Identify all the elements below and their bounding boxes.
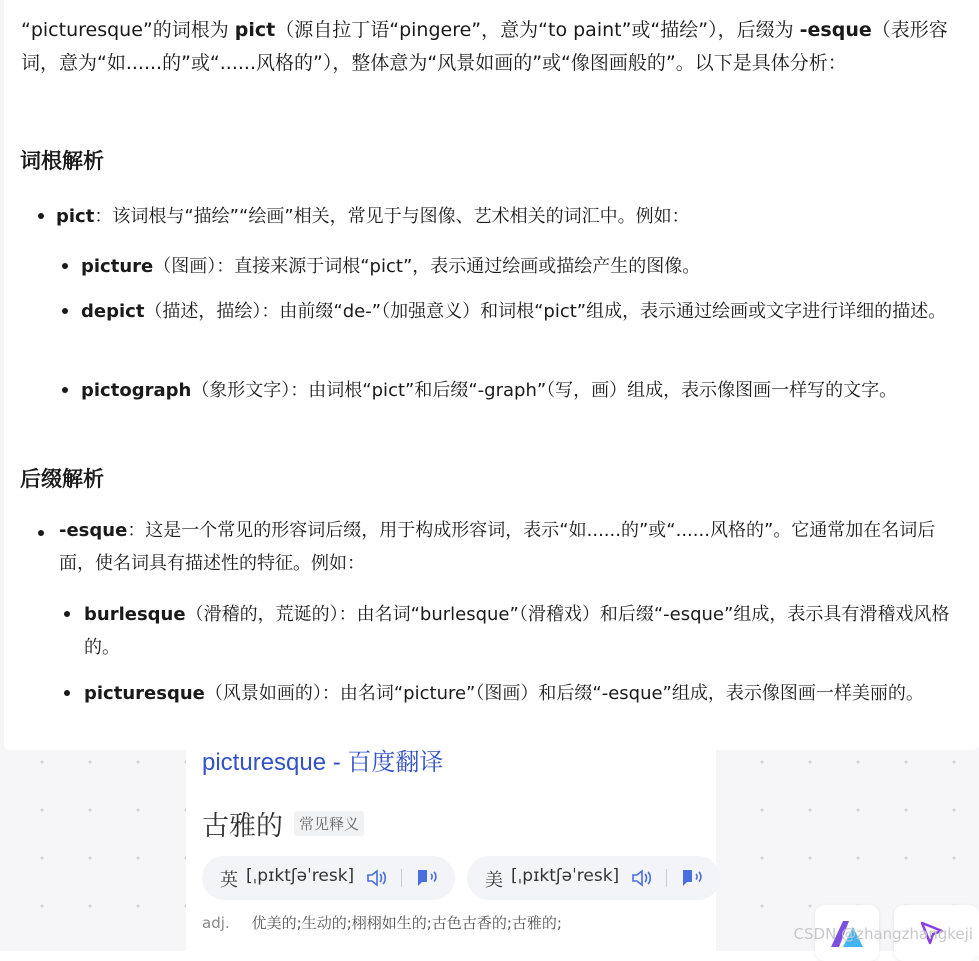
translation-card: [186, 742, 716, 951]
bullet-dot: [38, 530, 44, 536]
speaker-alt-icon[interactable]: [416, 868, 438, 888]
suffix-example-picturesque: picturesque（风景如画的）：由名词“picture”（图画）和后缀“-esque”组成，表示像图画一样美丽的。: [84, 683, 924, 704]
speaker-icon[interactable]: [631, 868, 653, 888]
bullet-dot: [62, 387, 68, 393]
root-example-depict: depict（描述，描绘）：由前缀“de-”（加强意义）和词根“pict”组成，表示通过绘画或文字进行详细的描述。: [81, 301, 947, 322]
bullet-dot: [64, 611, 70, 617]
suffix-item: -esque：这是一个常见的形容词后缀，用于构成形容词，表示“如......的”或“......风格的”。它通常加在名词后面，使名词具有描述性的特征。例如：: [59, 520, 936, 574]
root-heading: 词根解析: [20, 149, 104, 173]
bullet-dot: [62, 308, 68, 314]
root-example-pictograph: pictograph（象形文字）：由词根“pict”和后缀“-graph”（写，画）组成，表示像图画一样写的文字。: [81, 380, 898, 401]
speaker-icon[interactable]: [366, 868, 388, 888]
us-pronunciation: 美 [ˌpɪktʃəˈresk]: [467, 856, 720, 900]
root-item: pict：该词根与“描绘”“绘画”相关，常见于与图像、艺术相关的词汇中。例如：: [56, 206, 690, 227]
bullet-dot: [38, 213, 44, 219]
intro-paragraph: “picturesque”的词根为 pict（源自拉丁语“pingere”，意为“to paint”或“描绘”），后缀为 -esque（表形容词，意为“如......的”或“......风格的”），整体意为“风景如画的”或“像图画般的”。以下是具体分析：: [21, 19, 948, 74]
watermark: CSDN @zhangzhangkeji: [793, 925, 973, 943]
common-meaning-tag: 常见释义: [294, 811, 364, 836]
answer-article: [4, 0, 979, 750]
translation-link[interactable]: picturesque - 百度翻译: [202, 749, 444, 776]
suffix-example-burlesque: burlesque（滑稽的，荒诞的）：由名词“burlesque”（滑稽戏）和后缀“-esque”组成，表示具有滑稽戏风格的。: [84, 604, 950, 658]
translation-word: 古雅的: [202, 811, 283, 842]
speaker-alt-icon[interactable]: [681, 868, 703, 888]
root-example-picture: picture（图画）：直接来源于词根“pict”，表示通过绘画或描绘产生的图像。: [81, 256, 701, 277]
bullet-dot: [64, 690, 70, 696]
bullet-dot: [62, 263, 68, 269]
definitions: adj. 优美的;生动的;栩栩如生的;古色古香的;古雅的;: [202, 914, 562, 932]
uk-pronunciation: 英 [ˌpɪktʃəˈresk]: [202, 856, 455, 900]
suffix-heading: 后缀解析: [20, 467, 104, 491]
